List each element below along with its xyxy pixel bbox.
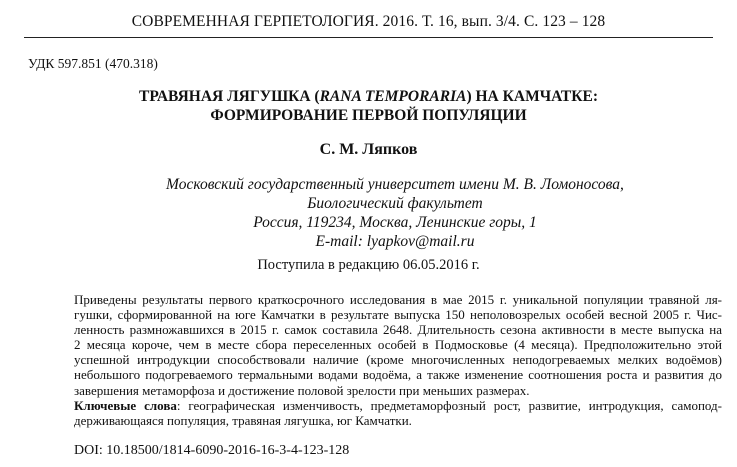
received-date: Поступила в редакцию 06.05.2016 г. (257, 257, 480, 273)
author-name: С. М. Ляпков (319, 141, 418, 158)
email-label: E-mail (315, 233, 358, 250)
email-link[interactable]: lyapkov@mail.ru (366, 233, 475, 250)
abstract-line: завершения метаморфоза и достижение половой зрелости при меньших размерах. (74, 382, 530, 398)
affiliation-line1: Московский государственный университет имени М. В. Ломоносова, (166, 176, 624, 193)
doi[interactable]: DOI: 10.18500/1814-6090-2016-16-3-4-123-128 (74, 443, 350, 458)
article-title (0, 87, 737, 125)
abstract (74, 292, 722, 428)
abstract-line: гушки, сформированной на юге Камчатки в результате выпуска 150 неполовозрелых особей весной 2005 г. Чис- (74, 307, 722, 323)
affiliation-line3: Россия, 119234, Москва, Ленинские горы, 1 (253, 214, 537, 231)
abstract-line: Приведены результаты первого краткосрочного исследования в мае 2015 г. уникальной популяции травяной ля- (74, 292, 722, 307)
header-rule (24, 37, 713, 38)
udc-code: УДК 597.851 (470.318) (28, 56, 158, 71)
keywords-line (74, 398, 722, 413)
keywords-line-2: держивающаяся популяция, травяная лягушка, юг Камчатки. (74, 412, 412, 428)
email-separator: : (357, 233, 367, 250)
keywords-text: : географическая изменчивость, предметаморфозный рост, развитие, интродукция, самопод- (176, 397, 722, 413)
journal-header: СОВРЕМЕННАЯ ГЕРПЕТОЛОГИЯ. 2016. Т. 16, вып. 3/4. С. 123 – 128 (131, 13, 606, 30)
abstract-line: ленность размножавшихся в 2015 г. самок составила 2648. Длительность сезона активности в месте выпуска на (74, 322, 722, 338)
affiliation (0, 175, 737, 251)
keywords-label: Ключевые слова (74, 397, 177, 413)
abstract-line: 2 месяца короче, чем в месте сбора переселенных особей в Подмосковье (4 месяца). Предположительно этой (74, 337, 722, 353)
title-line1-pre: ТРАВЯНАЯ ЛЯГУШКА ( (139, 88, 320, 105)
abstract-line: небольшого подогреваемого термальными водами водоёма, а также изменение соотношения роста и развития до (74, 367, 722, 383)
species-name: RANA TEMPORARIA (319, 88, 467, 105)
affiliation-line2: Биологический факультет (307, 195, 483, 212)
title-line1-post: ) НА КАМЧАТКЕ: (466, 88, 598, 105)
title-line2: ФОРМИРОВАНИЕ ПЕРВОЙ ПОПУЛЯЦИИ (210, 107, 527, 124)
abstract-line: успешной интродукции способствовали наличие (кроме многочисленных неподогреваемых мелких водоёмов) (74, 352, 722, 368)
